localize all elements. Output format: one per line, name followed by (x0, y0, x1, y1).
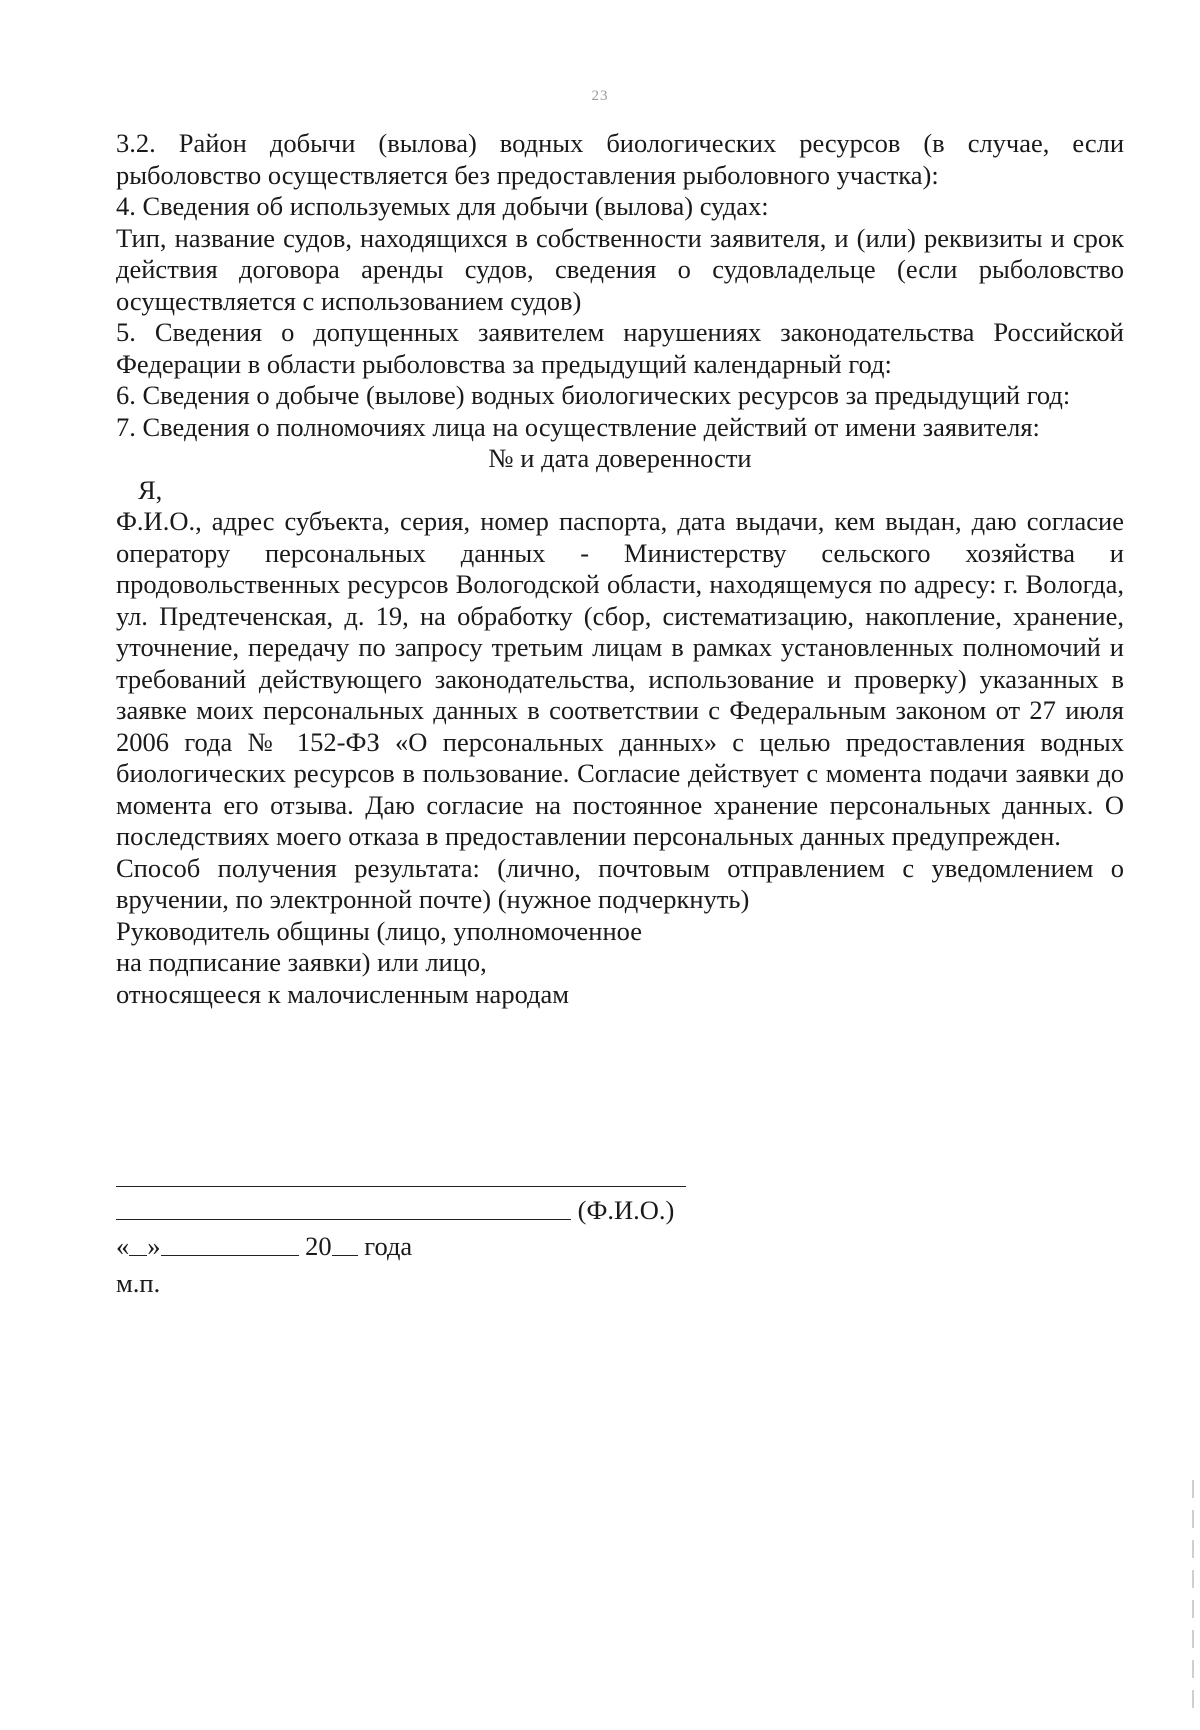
signer-line-1: Руководитель общины (лицо, уполномоченное (116, 915, 642, 946)
section-4-detail: Тип, название судов, находящихся в собственности заявителя, и (или) реквизиты и срок действия договора аренды судов, сведения о судовладельце (если рыболовство осуществляется с использованием судов) (116, 222, 1124, 316)
date-open-quote: « (116, 1231, 130, 1261)
page-number: 23 (591, 88, 609, 104)
scan-edge-artifact (1192, 1480, 1194, 1720)
fio-label: (Ф.И.О.) (577, 1195, 675, 1225)
signer-line-3: относящееся к малочисленным народам (116, 978, 570, 1009)
section-7: 7. Сведения о полномочиях лица на осуществление действий от имени заявителя: (116, 411, 1040, 442)
year-blank (332, 1229, 358, 1256)
section-3-2: 3.2. Район добычи (вылова) водных биологических ресурсов (в случае, если рыболовство осуществляется без предоставления рыболовного участка): (116, 128, 1124, 190)
section-5: 5. Сведения о допущенных заявителем нарушениях законодательства Российской Федерации в области рыболовства за предыдущий календарный год: (116, 317, 1124, 379)
signature-line (116, 1186, 686, 1187)
signer-line-2: на подписание заявки) или лицо, (116, 947, 487, 977)
date-close-quote: » (147, 1231, 161, 1261)
document-body (116, 128, 1124, 1010)
day-blank (129, 1229, 147, 1256)
fio-row (116, 1193, 674, 1227)
result-method: Способ получения результата: (лично, почтовым отправлением с уведомлением о вручении, по электронной почте) (нужное подчеркнуть) (116, 852, 1124, 914)
year-prefix: 20 (305, 1231, 332, 1261)
consent-paragraph: Ф.И.О., адрес субъекта, серия, номер паспорта, дата выдачи, кем выдан, даю согласие оператору персональных данных - Министерству сельского хозяйства и продовольственных ресурсов Вологодской области, находящемуся по адресу: г. Вологда, ул. Предтеченская, д. 19, на обработку (сбор, систематизацию, накопление, хранение, уточнение, передачу по запросу третьим лицам в рамках установленных полномочий и требований действующего законодательства, использование и проверку) указанных в заявке моих персональных данных в соответствии с Федеральным законом от 27 июля 2006 года № 152-ФЗ «О персональных данных» с целью предоставления водных биологических ресурсов в пользование. Согласие действует с момента подачи заявки до момента его отзыва. Даю согласие на постоянное хранение персональных данных. О последствиях моего отказа в предоставлении персональных данных предупрежден. (116, 506, 1124, 851)
section-4: 4. Сведения об используемых для добычи (вылова) судах: (116, 191, 769, 221)
date-row (116, 1229, 412, 1263)
consent-ya: Я, (138, 474, 163, 505)
fio-blank (116, 1193, 571, 1220)
power-of-attorney-caption: № и дата доверенности (488, 443, 752, 473)
year-suffix: года (364, 1231, 413, 1261)
stamp-label: м.п. (116, 1268, 161, 1298)
section-6: 6. Сведения о добыче (вылове) водных биологических ресурсов за предыдущий год: (116, 380, 1071, 410)
month-blank (161, 1229, 299, 1256)
